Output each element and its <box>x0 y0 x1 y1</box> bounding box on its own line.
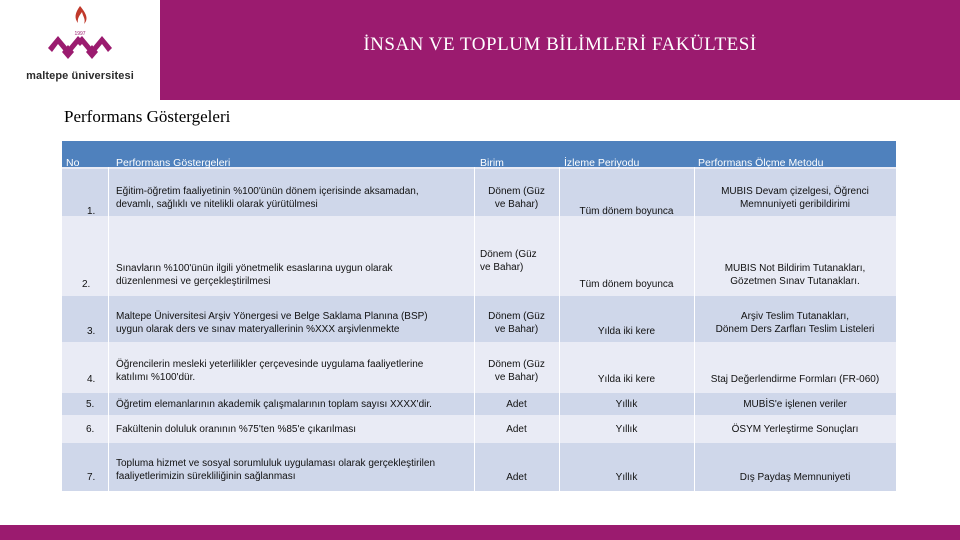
period-cell: Yıllık <box>615 399 638 410</box>
maltepe-logo-icon <box>44 4 116 68</box>
unit-cell: Dönem (Güz ve Bahar) <box>488 186 545 210</box>
period-cell: Yılda iki kere <box>597 374 656 385</box>
page-title: Performans Göstergeleri <box>64 107 231 126</box>
indicator-cell: Öğretim elemanlarının akademik çalışmalarının toplam sayısı XXXX'dir. <box>116 399 432 410</box>
indicator-cell: Topluma hizmet ve sosyal sorumluluk uygulaması olarak gerçekleştirilen faaliyetlerimizin sürekliliğinin sağlanması <box>116 458 436 482</box>
footer-bar <box>0 525 960 540</box>
indicator-cell: Öğrencilerin mesleki yeterlilikler çerçevesinde uygulama faaliyetlerine katılımı %100'dür. <box>116 359 424 383</box>
column-header-no: No <box>66 157 80 169</box>
column-header-unit: Birim <box>480 157 504 169</box>
svg-text:1997: 1997 <box>74 31 86 37</box>
row-number: 4. <box>87 374 96 385</box>
row-number: 1. <box>87 206 96 217</box>
period-cell: Tüm dönem boyunca <box>579 279 674 290</box>
indicator-cell: Fakültenin doluluk oranının %75'ten %85'e çıkarılması <box>116 424 357 435</box>
method-cell: Staj Değerlendirme Formları (FR-060) <box>710 374 880 385</box>
indicator-cell: Maltepe Üniversitesi Arşiv Yönergesi ve Belge Saklama Planına (BSP) uygun olarak ders ve sınav materyallerinin %XXX arşivlenmekte <box>116 311 428 335</box>
unit-cell: Adet <box>506 399 527 410</box>
method-cell: Dış Paydaş Memnuniyeti <box>739 472 851 483</box>
row-number: 7. <box>87 472 96 483</box>
method-cell: ÖSYM Yerleştirme Sonuçları <box>731 424 859 435</box>
unit-cell: Adet <box>506 424 527 435</box>
faculty-title: İNSAN VE TOPLUM BİLİMLERİ FAKÜLTESİ <box>363 34 757 55</box>
column-header-period: İzleme Periyodu <box>564 157 640 169</box>
period-cell: Yıllık <box>615 472 638 483</box>
row-number: 3. <box>87 326 96 337</box>
method-cell: MUBIS Devam çizelgesi, Öğrenci Memnuniyeti geribildirimi <box>721 186 869 210</box>
row-number: 2. <box>82 279 91 290</box>
column-header-indicator: Performans Göstergeleri <box>116 157 231 169</box>
column-divider <box>108 167 109 491</box>
unit-cell: Dönem (Güz ve Bahar) <box>488 359 545 383</box>
logo-text: maltepe üniversitesi <box>26 70 134 82</box>
row-number: 6. <box>86 424 95 435</box>
column-header-method: Performans Ölçme Metodu <box>698 157 824 169</box>
unit-cell: Dönem (Güz ve Bahar) <box>488 311 545 335</box>
period-cell: Yıllık <box>615 424 638 435</box>
period-cell: Yılda iki kere <box>597 326 656 337</box>
method-cell: MUBIS Not Bildirim Tutanakları, Gözetmen Sınav Tutanakları. <box>724 263 866 287</box>
university-logo <box>0 0 160 100</box>
period-cell: Tüm dönem boyunca <box>579 206 674 217</box>
unit-cell: Adet <box>506 472 527 483</box>
indicator-cell: Eğitim-öğretim faaliyetinin %100'ünün dönem içerisinde aksamadan, devamlı, sağlıklı ve nitelikli olarak yürütülmesi <box>116 186 419 210</box>
method-cell: Arşiv Teslim Tutanakları, Dönem Ders Zarfları Teslim Listeleri <box>715 311 875 335</box>
indicator-cell: Sınavların %100'ünün ilgili yönetmelik esaslarına uygun olarak düzenlenmesi ve gerçekleştirilmesi <box>116 263 393 287</box>
unit-cell: Dönem (Güz ve Bahar) <box>480 249 537 273</box>
row-number: 5. <box>86 399 95 410</box>
method-cell: MUBİS'e işlenen veriler <box>743 399 847 410</box>
performance-table <box>62 141 896 491</box>
